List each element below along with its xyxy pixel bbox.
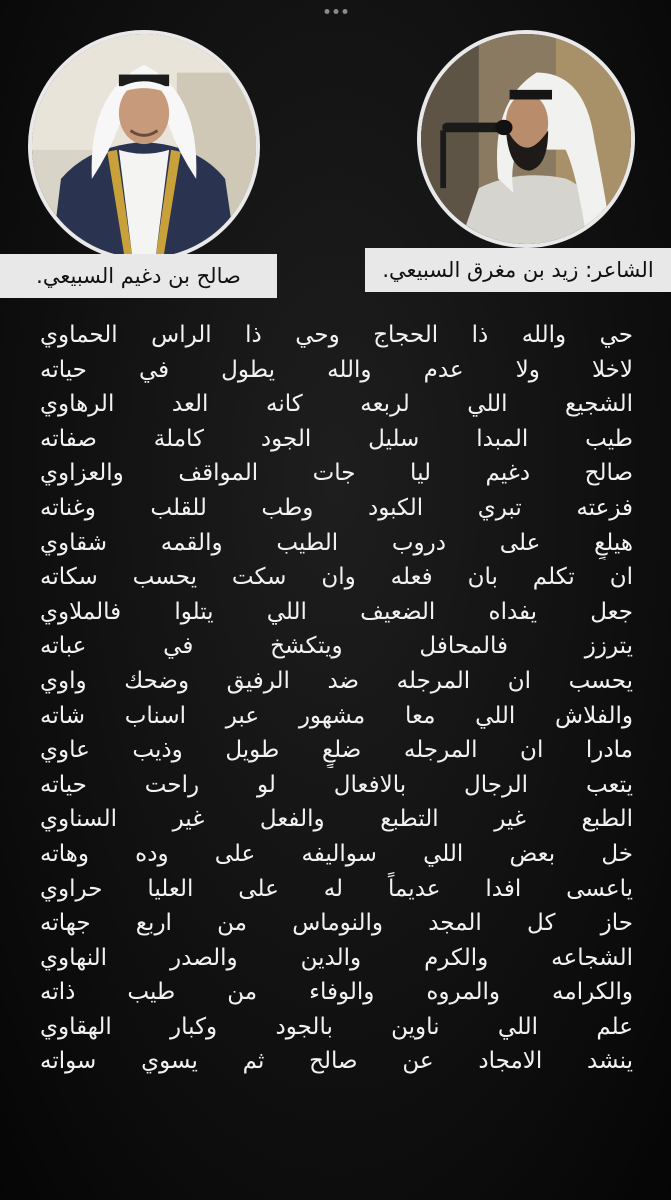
name-label-right: الشاعر: زيد بن مغرق السبيعي. — [365, 248, 671, 292]
portrait-man-gold-bisht-icon — [32, 34, 256, 258]
poem-line: فزعته تبري الكبود وطب للقلب وغناته — [40, 494, 633, 521]
poem-line: مادرا ان المرجله ضلعٍ طويل وذيب عاوي — [40, 737, 633, 764]
poem-line: حاز كل المجد والنوماس من اربع جهاته — [40, 910, 633, 937]
poem-text — [40, 318, 633, 1079]
poem-line: ياعسى افدا عديماً له على العليا حراوي — [40, 875, 633, 902]
poem-line: الشجاعه والكرم والدين والصدر النهاوي — [40, 944, 633, 971]
dot — [333, 9, 338, 14]
poem-line: علم اللي ناوين بالجود وكبار الهقاوي — [40, 1013, 633, 1040]
poem-line: هيلعٍ على دروب الطيب والقمه شقاوي — [40, 529, 633, 556]
poem-line: الطبع غير التطبع والفعل غير السناوي — [40, 806, 633, 833]
poem-line: ينشد الامجاد عن صالح ثم يسوي سواته — [40, 1048, 633, 1075]
poem-line: لاخلا ولا عدم والله يطول في حياته — [40, 356, 633, 383]
poem-line: يترزز فالمحافل ويتكشخ في عباته — [40, 633, 633, 660]
poem-line: ان تكلم بان فعله وان سكت يحسب سكاته — [40, 564, 633, 591]
poem-line: الشجيع اللي لربعه كانه العد الرهاوي — [40, 391, 633, 418]
more-dots-icon[interactable] — [324, 9, 347, 14]
poem-line: يتعب الرجال بالافعال لو راحت حياته — [40, 771, 633, 798]
poem-line: جعل يفداه الضعيف اللي يتلوا فالملاوي — [40, 598, 633, 625]
poem-line: حي والله ذا الحجاج وحي ذا الراس الحماوي — [40, 322, 633, 348]
poem-line: والكرامه والمروه والوفاء من طيب ذاته — [40, 979, 633, 1006]
poem-line: والفلاش اللي معا مشهور عبر اسناب شاته — [40, 702, 633, 729]
name-label-left: صالح بن دغيم السبيعي. — [0, 254, 277, 298]
poem-line: يحسب ان المرجله ضد الرفيق وضحك واوي — [40, 667, 633, 694]
portrait-right — [417, 30, 635, 248]
poem-line: خل بعض اللي سواليفه على وده وهاته — [40, 840, 633, 867]
poem-line: صالح دغيم ليا جات المواقف والعزاوي — [40, 460, 633, 487]
poem-line: طيب المبدا سليل الجود كاملة صفاته — [40, 425, 633, 452]
dot — [342, 9, 347, 14]
dot — [324, 9, 329, 14]
portrait-left — [28, 30, 260, 262]
portrait-man-with-microphone-icon — [421, 34, 631, 244]
